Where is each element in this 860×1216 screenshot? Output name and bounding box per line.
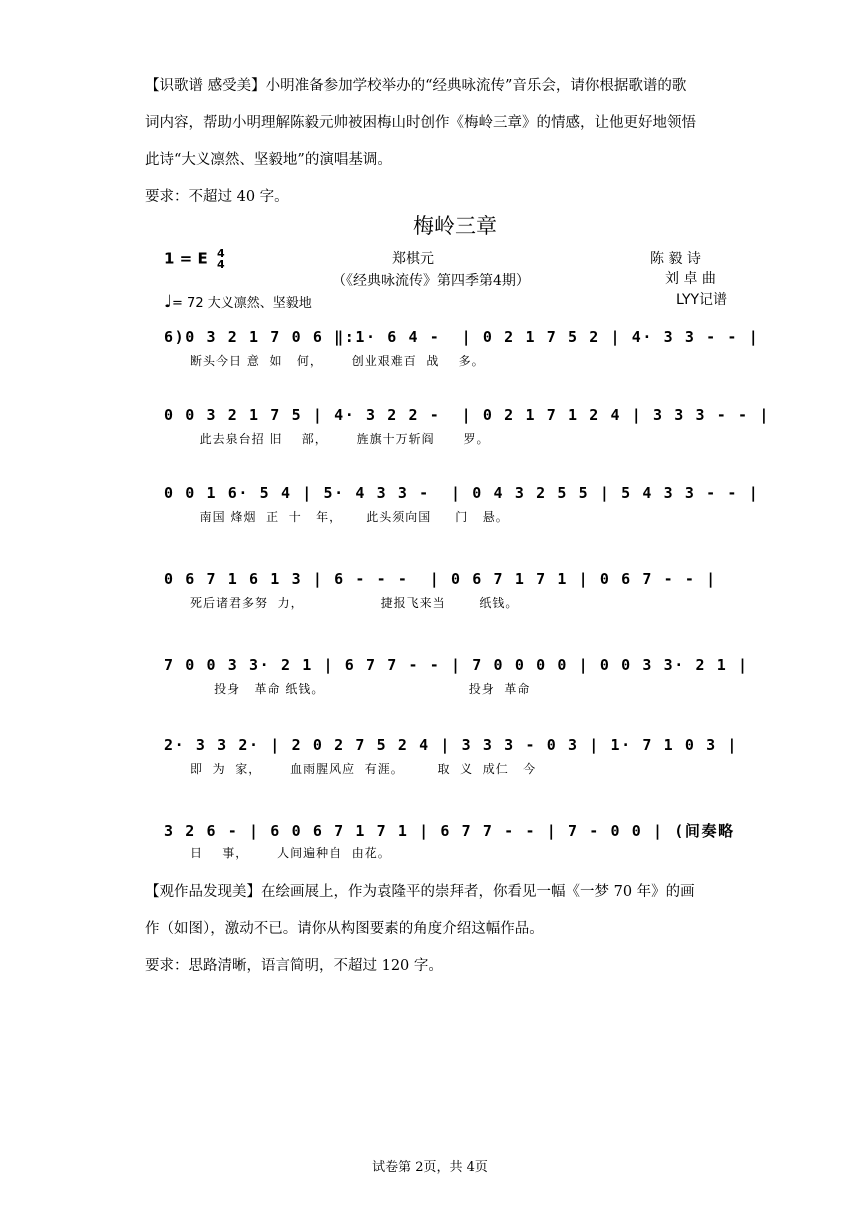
music-line — [160, 736, 750, 786]
lyrics: 死后诸君多努 力， 捷报飞来当 纸钱。 — [190, 596, 519, 610]
notation: 3 2 6 - | 6 0 6 7 1 7 1 | 6 7 7 - - | 7 - 0 0 | (间奏略 — [164, 822, 735, 840]
page-footer: 试卷第 2页，共 4页 — [372, 1160, 488, 1175]
tempo-text: = 72 大义凛然、坚毅地 — [172, 296, 312, 311]
composer: 刘 卓 曲 — [665, 271, 716, 287]
question-2-requirement: 要求：思路清晰，语言简明，不超过 120 字。 — [145, 958, 443, 974]
notation: 7 0 0 3 3· 2 1 | 6 7 7 - - | 7 0 0 0 0 | 0 0 3 3· 2 1 | — [164, 656, 749, 674]
transcriber: LYY记谱 — [676, 292, 728, 308]
performer: 郑棋元 — [392, 251, 434, 267]
question-1-requirement: 要求：不超过 40 字。 — [145, 189, 289, 205]
source-note: （《经典咏流传》第四季第4期） — [332, 273, 530, 289]
lyrics: 日 事， 人间遍种自 由花。 — [190, 846, 391, 860]
quarter-note-icon: ♩ — [164, 292, 173, 312]
question-2-line: 作（如图），激动不已。请你从构图要素的角度介绍这幅作品。 — [145, 921, 544, 937]
notation: 0 6 7 1 6 1 3 | 6 - - - | 0 6 7 1 7 1 | 0 6 7 - - | — [164, 570, 717, 588]
question-1-line: 【识歌谱 感受美】小明准备参加学校举办的“经典咏流传”音乐会，请你根据歌谱的歌 — [145, 78, 687, 94]
music-line — [160, 570, 750, 620]
score-title: 梅岭三章 — [413, 214, 497, 238]
notation: 2· 3 3 2· | 2 0 2 7 5 2 4 | 3 3 3 - 0 3 | 1· 7 1 0 3 | — [164, 736, 739, 754]
time-signature-top: 4 — [216, 247, 225, 260]
music-line — [160, 820, 750, 870]
question-2-line: 【观作品发现美】在绘画展上，作为袁隆平的崇拜者，你看见一幅《一梦 70 年》的画 — [145, 884, 695, 900]
music-line — [160, 484, 760, 534]
tempo-marking — [164, 292, 312, 312]
notation: 6)0 3 2 1 7 0 6 ‖:1· 6 4 - | 0 2 1 7 5 2 | 4· 3 3 - - | — [164, 328, 760, 346]
time-signature — [217, 248, 225, 270]
key-label: 1 = E — [164, 249, 208, 268]
lyrics: 此去泉台招 旧 部， 旌旗十万斩阎 罗。 — [190, 432, 490, 446]
notation: 0 0 3 2 1 7 5 | 4· 3 2 2 - | 0 2 1 7 1 2 4 | 3 3 3 - - | — [164, 406, 770, 424]
notation: 0 0 1 6· 5 4 | 5· 4 3 3 - | 0 4 3 2 5 5 | 5 4 3 3 - - | — [164, 484, 760, 502]
question-1 — [145, 68, 725, 216]
music-line — [160, 328, 760, 378]
music-line — [160, 656, 750, 706]
question-1-line: 词内容，帮助小明理解陈毅元帅被困梅山时创作《梅岭三章》的情感，让他更好地领悟 — [145, 115, 696, 131]
lyrics: 断头今日 意 如 何， 创业艰难百 战 多。 — [190, 354, 485, 368]
question-1-line: 此诗“大义凛然、坚毅地”的演唱基调。 — [145, 152, 392, 168]
lyrics: 即 为 家， 血雨腥风应 有涯。 取 义 成仁 今 — [190, 762, 537, 776]
lyrics: 南国 烽烟 正 十 年， 此头须向国 门 悬。 — [190, 510, 509, 524]
music-score — [160, 210, 770, 870]
music-line — [160, 406, 770, 456]
key-signature — [164, 248, 225, 270]
time-signature-bottom: 4 — [216, 258, 225, 271]
lyricist: 陈 毅 诗 — [650, 251, 701, 267]
question-2 — [145, 874, 725, 985]
lyrics: 投身 革命 纸钱。 投身 革命 — [190, 682, 531, 696]
